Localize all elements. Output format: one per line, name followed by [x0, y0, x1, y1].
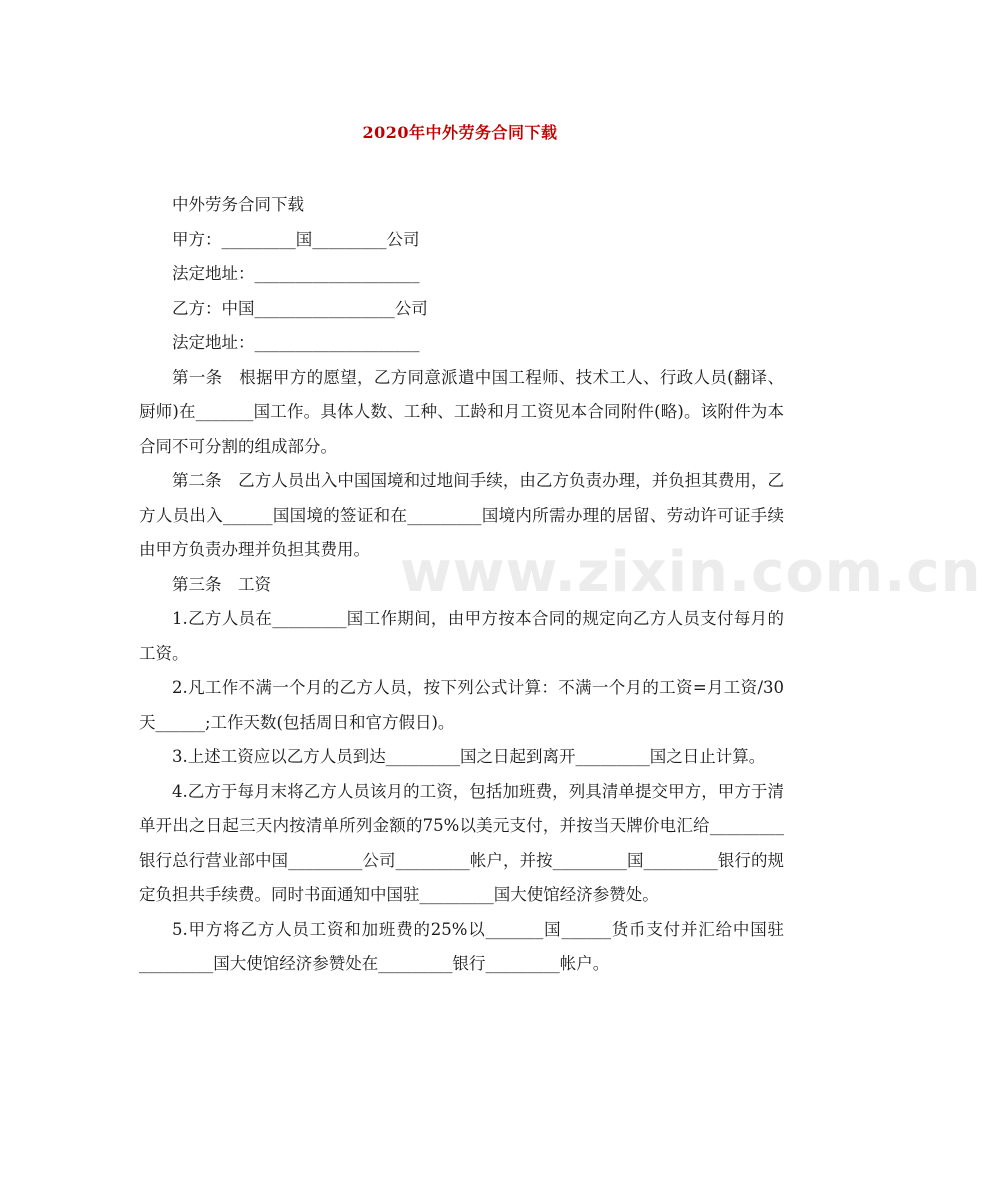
document-title: 2020年中外劳务合同下载	[362, 123, 558, 142]
paragraph-clause-2: 2.凡工作不满一个月的乙方人员，按下列公式计算：不满一个月的工资=月工资/30天______;工作天数(包括周日和官方假日)。	[139, 678, 784, 732]
paragraph-party-b-address: 法定地址：____________________	[172, 333, 420, 352]
paragraph-party-b: 乙方：中国_________________公司	[172, 298, 428, 318]
watermark: www.zixin.com.cn	[400, 540, 982, 605]
paragraph-article-1: 第一条 根据甲方的愿望，乙方同意派遣中国工程师、技术工人、行政人员(翻译、厨师)在_______国工作。具体人数、工种、工龄和月工资见本合同附件(略)。该附件为本合同不可分割的组成部分。	[139, 367, 784, 456]
paragraph-heading: 中外劳务合同下载	[172, 195, 304, 214]
paragraph-clause-1: 1.乙方人员在_________国工作期间，由甲方按本合同的规定向乙方人员支付每月的工资。	[139, 609, 784, 663]
paragraph-clause-5: 5.甲方将乙方人员工资和加班费的25%以_______国______货币支付并汇给中国驻_________国大使馆经济参赞处在_________银行_________帐户。	[139, 919, 784, 973]
paragraph-party-a-address: 法定地址：____________________	[172, 264, 420, 283]
paragraph-article-3-heading: 第三条 工资	[172, 574, 271, 594]
paragraph-clause-4: 4.乙方于每月末将乙方人员该月的工资，包括加班费，列具清单提交甲方，甲方于清单开出之日起三天内按清单所列金额的75%以美元支付，并按当天牌价电汇给_________银行总行营业部中国_________公司_________帐户，并按_________国_________银行的规定负担共手续费。同时书面通知中国驻_________国大使馆经济参赞处。	[139, 781, 784, 904]
paragraph-clause-3: 3.上述工资应以乙方人员到达_________国之日起到离开_________国之日止计算。	[172, 747, 766, 766]
paragraph-article-2: 第二条 乙方人员出入中国国境和过地间手续，由乙方负责办理，并负担其费用，乙方人员出入______国国境的签证和在_________国境内所需办理的居留、劳动许可证手续由甲方负责办理并负担其费用。	[139, 471, 784, 559]
document-body	[139, 188, 784, 982]
paragraph-party-a: 甲方：_________国_________公司	[172, 229, 420, 249]
